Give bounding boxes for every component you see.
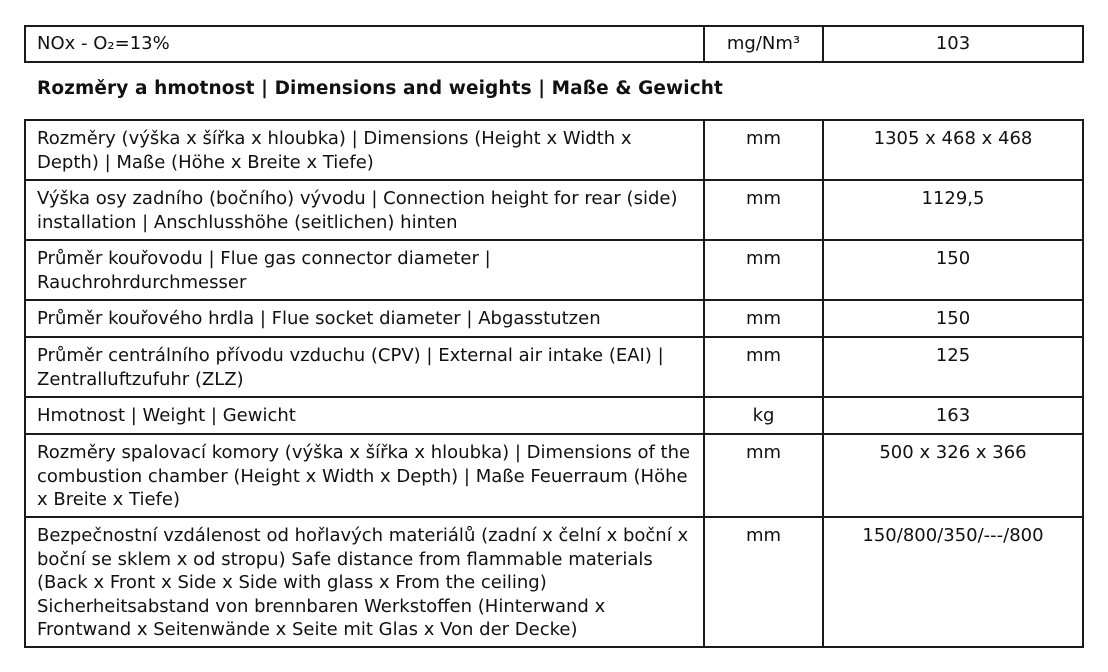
table-row	[25, 517, 1083, 647]
table-row	[25, 337, 1083, 397]
row-label: Rozměry spalovací komory (výška x šířka x hloubka) | Dimensions of the combustion chamber (Height x Width x Depth) | Maße Feuerraum (Höhe x Breite x Tiefe)	[25, 434, 704, 517]
table-row	[25, 300, 1083, 337]
table-row	[25, 397, 1083, 434]
table-row	[25, 180, 1083, 240]
row-unit: mm	[704, 120, 823, 180]
row-value: 1129,5	[823, 180, 1083, 240]
row-unit: mm	[704, 240, 823, 300]
row-unit: mm	[704, 300, 823, 337]
table-row	[25, 240, 1083, 300]
section-heading: Rozměry a hmotnost | Dimensions and weights | Maße & Gewicht	[37, 78, 723, 99]
row-unit: mm	[704, 517, 823, 647]
emissions-label: NOx - O₂=13%	[25, 26, 704, 62]
row-value: 150/800/350/---/800	[823, 517, 1083, 647]
row-unit: kg	[704, 397, 823, 434]
dimensions-table	[24, 119, 1084, 648]
row-label: Rozměry (výška x šířka x hloubka) | Dimensions (Height x Width x Depth) | Maße (Höhe x Breite x Tiefe)	[25, 120, 704, 180]
row-label: Průměr kouřového hrdla | Flue socket diameter | Abgasstutzen	[25, 300, 704, 337]
table-row	[25, 120, 1083, 180]
emissions-table	[24, 25, 1084, 63]
row-value: 1305 x 468 x 468	[823, 120, 1083, 180]
row-label: Průměr kouřovodu | Flue gas connector diameter | Rauchrohrdurchmesser	[25, 240, 704, 300]
table-row	[25, 434, 1083, 517]
table-row	[25, 26, 1083, 62]
row-value: 150	[823, 300, 1083, 337]
row-unit: mm	[704, 337, 823, 397]
row-unit: mm	[704, 434, 823, 517]
emissions-unit: mg/Nm³	[704, 26, 823, 62]
row-value: 500 x 326 x 366	[823, 434, 1083, 517]
row-label: Hmotnost | Weight | Gewicht	[25, 397, 704, 434]
emissions-value: 103	[823, 26, 1083, 62]
row-value: 150	[823, 240, 1083, 300]
row-label: Bezpečnostní vzdálenost od hořlavých materiálů (zadní x čelní x boční x boční se sklem x od stropu) Safe distance from flammable materials (Back x Front x Side x Side with glass x From the ceiling) Sicherheitsabstand von brennbaren Werkstoffen (Hinterwand x Frontwand x Seitenwände x Seite mit Glas x Von der Decke)	[25, 517, 704, 647]
row-label: Průměr centrálního přívodu vzduchu (CPV) | External air intake (EAI) | Zentralluftzufuhr (ZLZ)	[25, 337, 704, 397]
row-value: 125	[823, 337, 1083, 397]
row-unit: mm	[704, 180, 823, 240]
row-value: 163	[823, 397, 1083, 434]
row-label: Výška osy zadního (bočního) vývodu | Connection height for rear (side) installation | Anschlusshöhe (seitlichen) hinten	[25, 180, 704, 240]
